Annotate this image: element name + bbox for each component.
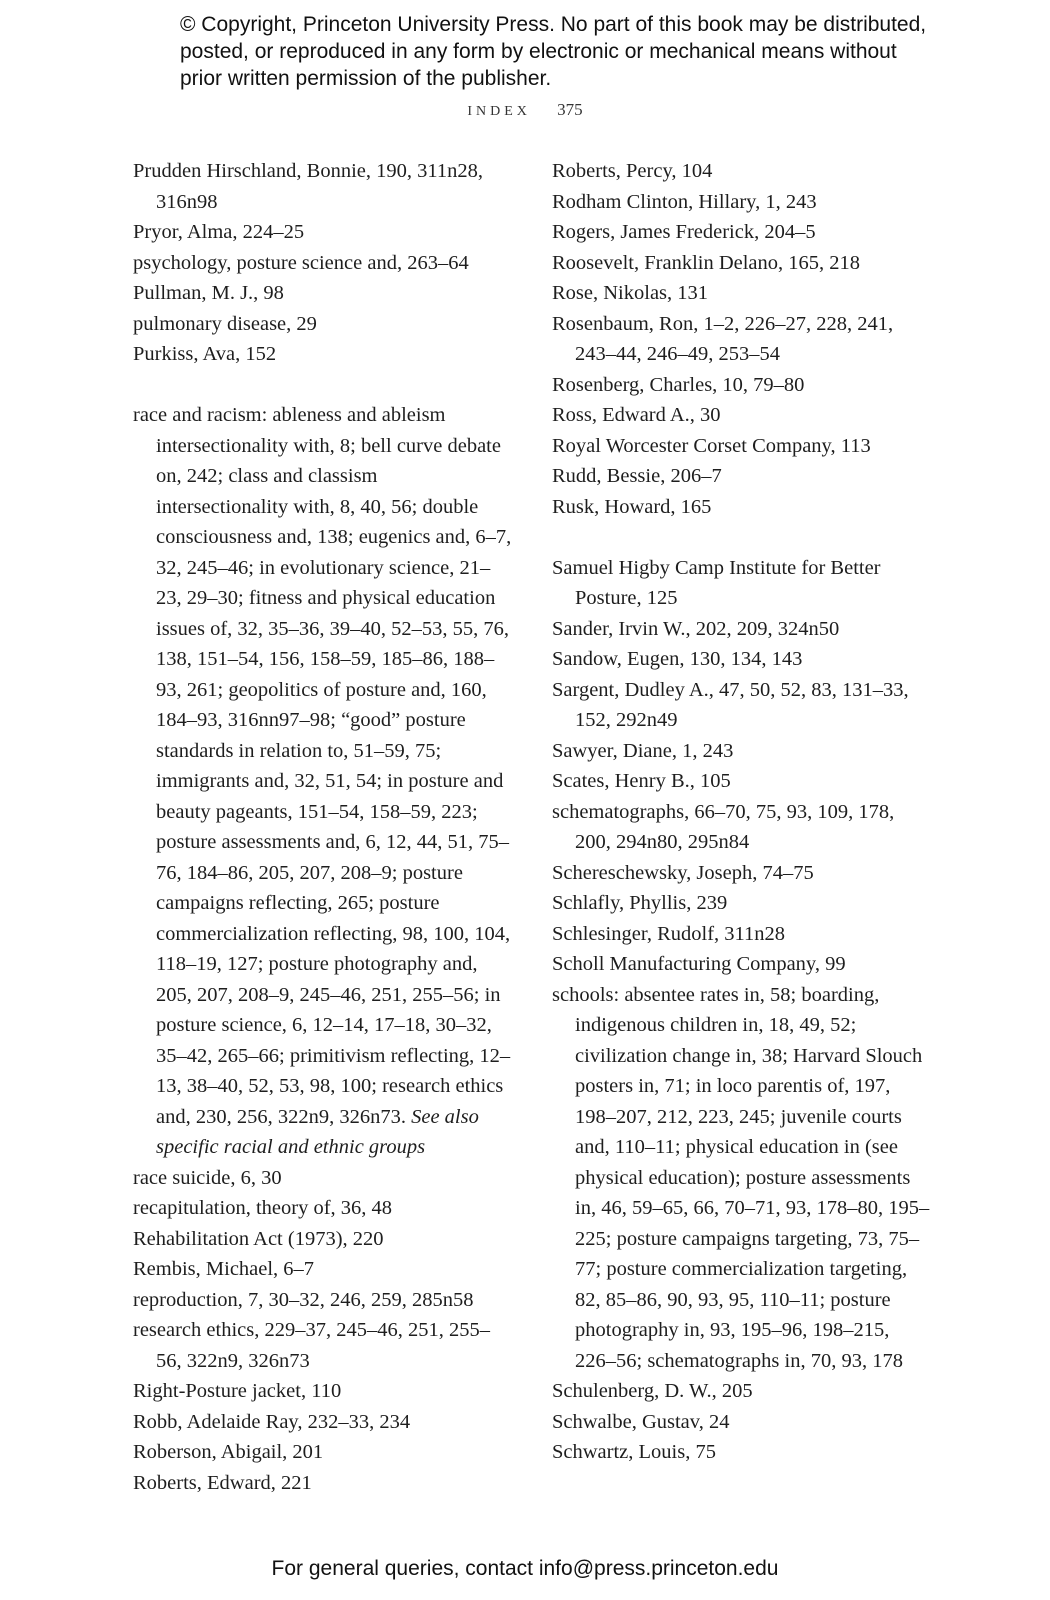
index-entry-text: Rogers, James Frederick, 204–5 bbox=[552, 221, 816, 243]
index-entry-text: schematographs, 66–70, 75, 93, 109, 178, 200, 294n80, 295n84 bbox=[552, 800, 895, 853]
index-entry bbox=[552, 949, 932, 980]
index-entry bbox=[552, 1376, 932, 1407]
index-entry bbox=[133, 339, 513, 370]
index-entry bbox=[552, 980, 932, 1377]
index-entry-text: Sawyer, Diane, 1, 243 bbox=[552, 739, 734, 762]
index-column-right bbox=[552, 156, 932, 1468]
index-entry-text: recapitulation, theory of, 36, 48 bbox=[133, 1197, 393, 1219]
index-entry bbox=[552, 888, 932, 919]
cross-reference: See also specific racial and ethnic groups bbox=[156, 1105, 479, 1158]
index-entry-text: Schulenberg, D. W., 205 bbox=[552, 1380, 753, 1402]
index-entry bbox=[552, 736, 932, 767]
index-entry-text: Rudd, Bessie, 206–7 bbox=[552, 465, 722, 487]
index-entry bbox=[133, 1254, 513, 1285]
index-entry bbox=[133, 1376, 513, 1407]
index-entry-text: Schwartz, Louis, 75 bbox=[552, 1441, 716, 1463]
index-entry bbox=[552, 431, 932, 462]
index-entry-text: Schlafly, Phyllis, 239 bbox=[552, 892, 728, 914]
index-entry-text: Samuel Higby Camp Institute for Better Posture, 125 bbox=[552, 556, 881, 609]
index-entry bbox=[552, 217, 932, 248]
index-entry bbox=[552, 370, 932, 401]
running-head-label: INDEX bbox=[467, 104, 531, 119]
index-entry-text: Royal Worcester Corset Company, 113 bbox=[552, 434, 871, 457]
index-entry-text: Sandow, Eugen, 130, 134, 143 bbox=[552, 648, 803, 670]
index-entry-text: Pullman, M. J., 98 bbox=[133, 282, 284, 304]
letter-group-gap bbox=[133, 370, 513, 401]
index-entry-text: Rosenbaum, Ron, 1–2, 226–27, 228, 241, 243–44, 246–49, 253–54 bbox=[552, 312, 894, 365]
index-entry bbox=[552, 797, 932, 858]
index-entry bbox=[552, 1437, 932, 1468]
index-entry bbox=[552, 156, 932, 187]
index-entry-text: pulmonary disease, 29 bbox=[133, 312, 317, 335]
index-entry bbox=[552, 644, 932, 675]
index-entry bbox=[133, 1315, 513, 1376]
index-entry-text: race and racism: ableness and ableism intersectionality with, 8; bell curve debate on, 242; class and classism intersectionality with, 8, 40, 56; double consciousness and, 138; eugenics and, 6–7, 32, 245–46; in evolutionary science, 21–23, 29–30; fitness and physical education issues of, 32, 35–36, 39–40, 52–53, 55, 76, 138, 151–54, 156, 158–59, 185–86, 188–93, 261; geopolitics of posture and, 160, 184–93, 316nn97–98; “good” posture standards in relation to, 51–59, 75; immigrants and, 32, 51, 54; in posture and beauty pageants, 151–54, 158–59, 223; posture assessments and, 6, 12, 44, 51, 75–76, 184–86, 205, 207, 208–9; posture campaigns reflecting, 265; posture commercialization reflecting, 98, 100, 104, 118–19, 127; posture photography and, 205, 207, 208–9, 245–46, 251, 255–56; in posture science, 6, 12–14, 17–18, 30–32, 35–42, 265–66; primitivism reflecting, 12–13, 38–40, 52, 53, 98, 100; research ethics and, 230, 256, 322n9, 326n73. bbox=[133, 404, 512, 1128]
index-entry bbox=[133, 156, 513, 217]
copyright-notice: © Copyright, Princeton University Press. No part of this book may be distributed, posted, or reproduced in any form by electronic or mechanical means without prior written permission of the publisher. bbox=[180, 13, 927, 90]
index-entry-text: Rodham Clinton, Hillary, 1, 243 bbox=[552, 190, 817, 213]
index-entry-text: psychology, posture science and, 263–64 bbox=[133, 251, 469, 274]
index-entry bbox=[133, 1407, 513, 1438]
index-entry bbox=[552, 858, 932, 889]
index-entry bbox=[133, 1224, 513, 1255]
index-entry-text: Rembis, Michael, 6–7 bbox=[133, 1258, 315, 1280]
index-entry-text: Rehabilitation Act (1973), 220 bbox=[133, 1227, 384, 1250]
index-entry-text: Ross, Edward A., 30 bbox=[552, 404, 721, 426]
index-entry-text: Right-Posture jacket, 110 bbox=[133, 1380, 342, 1402]
index-entry-text: Schlesinger, Rudolf, 311n28 bbox=[552, 922, 786, 945]
index-entry-text: Scates, Henry B., 105 bbox=[552, 770, 731, 792]
index-entry-text: Sargent, Dudley A., 47, 50, 52, 83, 131–33, 152, 292n49 bbox=[552, 678, 909, 731]
index-entry-text: Roberts, Edward, 221 bbox=[133, 1471, 312, 1494]
index-entry-text: Schereschewsky, Joseph, 74–75 bbox=[552, 861, 814, 884]
index-entry bbox=[552, 248, 932, 279]
index-entry-text: Roosevelt, Franklin Delano, 165, 218 bbox=[552, 251, 861, 274]
index-entry bbox=[552, 614, 932, 645]
index-column-left bbox=[133, 156, 513, 1498]
index-entry bbox=[552, 553, 932, 614]
index-entry-text: Rose, Nikolas, 131 bbox=[552, 282, 709, 304]
index-entry bbox=[133, 309, 513, 340]
index-entry-text: schools: absentee rates in, 58; boarding, indigenous children in, 18, 49, 52; civilization change in, 38; Harvard Slouch posters in, 71; in loco parentis of, 197, 198–207, 212, 223, 245; juvenile courts and, 110–11; physical education in (see physical education); posture assessments in, 46, 59–65, 66, 70–71, 93, 178–80, 195–225; posture campaigns targeting, 73, 75–77; posture commercialization targeting, 82, 85–86, 90, 93, 95, 110–11; posture photography in, 93, 195–96, 198–215, 226–56; schematographs in, 70, 93, 178 bbox=[552, 983, 930, 1372]
index-entry-text: Roberson, Abigail, 201 bbox=[133, 1441, 324, 1463]
index-entry bbox=[552, 766, 932, 797]
index-entry bbox=[133, 400, 513, 1163]
index-entry bbox=[552, 461, 932, 492]
index-entry bbox=[133, 248, 513, 279]
index-entry bbox=[552, 1407, 932, 1438]
index-entry bbox=[133, 217, 513, 248]
index-entry-text: reproduction, 7, 30–32, 246, 259, 285n58 bbox=[133, 1288, 474, 1311]
index-entry bbox=[552, 400, 932, 431]
page-number: 375 bbox=[557, 100, 583, 119]
index-entry bbox=[552, 309, 932, 370]
index-entry-text: Pryor, Alma, 224–25 bbox=[133, 221, 305, 243]
index-entry-text: research ethics, 229–37, 245–46, 251, 255–56, 322n9, 326n73 bbox=[133, 1319, 490, 1372]
index-entry bbox=[133, 1285, 513, 1316]
index-entry bbox=[133, 1193, 513, 1224]
letter-group-gap bbox=[552, 522, 932, 553]
index-entry-text: Roberts, Percy, 104 bbox=[552, 160, 713, 182]
index-entry bbox=[133, 278, 513, 309]
running-head bbox=[0, 100, 1050, 120]
index-entry-text: Purkiss, Ava, 152 bbox=[133, 343, 277, 365]
index-entry-text: Schwalbe, Gustav, 24 bbox=[552, 1410, 730, 1433]
index-entry-text: Rusk, Howard, 165 bbox=[552, 495, 712, 518]
index-entry-text: race suicide, 6, 30 bbox=[133, 1166, 282, 1189]
index-entry-text: Sander, Irvin W., 202, 209, 324n50 bbox=[552, 617, 840, 640]
index-entry bbox=[552, 675, 932, 736]
index-entry-text: Rosenberg, Charles, 10, 79–80 bbox=[552, 373, 805, 396]
index-entry-text: Robb, Adelaide Ray, 232–33, 234 bbox=[133, 1410, 411, 1433]
index-entry bbox=[552, 919, 932, 950]
footer-contact: For general queries, contact info@press.princeton.edu bbox=[271, 1557, 779, 1580]
index-entry bbox=[133, 1437, 513, 1468]
index-entry bbox=[552, 492, 932, 523]
index-entry bbox=[552, 278, 932, 309]
index-entry bbox=[133, 1163, 513, 1194]
index-entry bbox=[133, 1468, 513, 1499]
index-entry-text: Prudden Hirschland, Bonnie, 190, 311n28, 316n98 bbox=[133, 160, 483, 213]
index-entry-text: Scholl Manufacturing Company, 99 bbox=[552, 953, 846, 975]
index-entry bbox=[552, 187, 932, 218]
